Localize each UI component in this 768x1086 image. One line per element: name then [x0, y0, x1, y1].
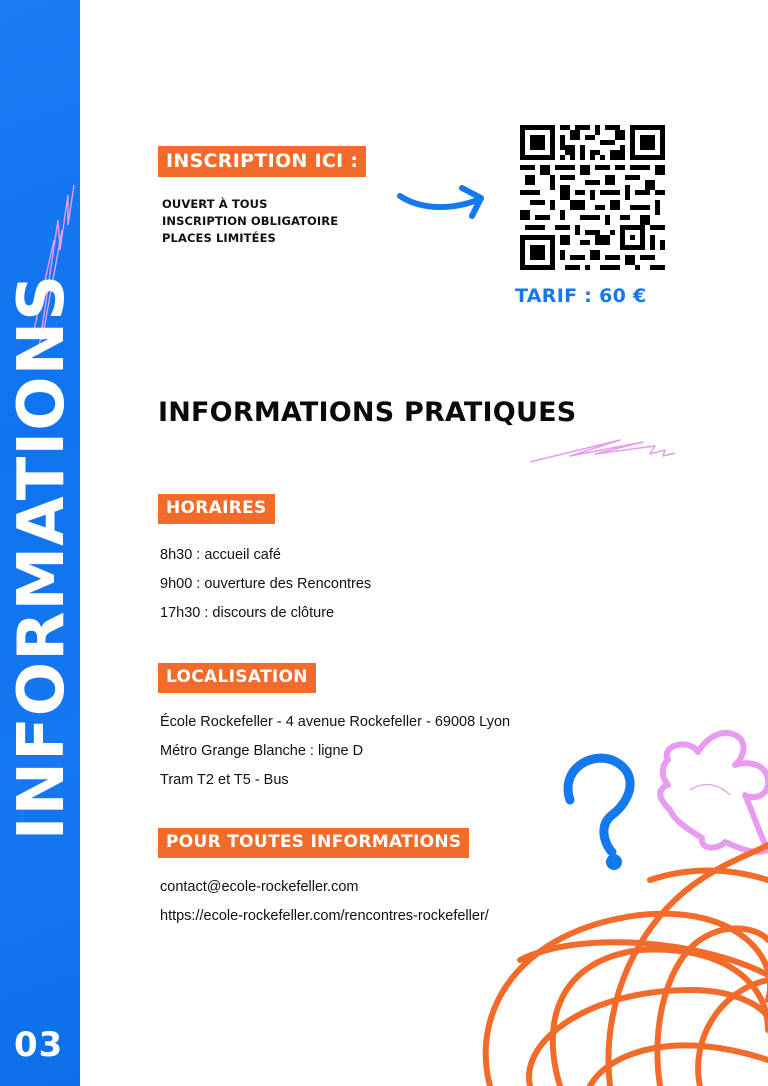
location-item: Métro Grange Blanche : ligne D — [160, 743, 364, 759]
registration-line: INSCRIPTION OBLIGATOIRE — [162, 214, 339, 228]
location-list — [160, 708, 510, 795]
sidebar-vertical-title: INFORMATIONS — [5, 273, 79, 841]
arrow-right-icon — [396, 182, 488, 222]
page-number: 03 — [14, 1025, 64, 1065]
schedule-item: 17h30 : discours de clôture — [160, 605, 335, 621]
contact-website-link[interactable]: https://ecole-rockefeller.com/rencontres-rockefeller/ — [160, 908, 489, 924]
schedule-item: 8h30 : accueil café — [160, 547, 281, 563]
location-label: LOCALISATION — [158, 663, 316, 693]
location-item: Tram T2 et T5 - Bus — [160, 772, 289, 788]
question-mark-icon — [568, 758, 630, 870]
registration-conditions — [162, 196, 338, 247]
contact-list — [160, 873, 489, 931]
schedule-item: 9h00 : ouverture des Rencontres — [160, 576, 372, 592]
puzzle-piece-icon — [660, 733, 768, 852]
price-label: TARIF : 60 € — [515, 285, 647, 307]
qr-code-icon[interactable] — [520, 125, 665, 270]
schedule-list — [160, 541, 371, 628]
page-title: INFORMATIONS PRATIQUES — [158, 397, 577, 428]
contact-email-link[interactable]: contact@ecole-rockefeller.com — [160, 879, 359, 895]
contact-label: POUR TOUTES INFORMATIONS — [158, 828, 469, 858]
schedule-label: HORAIRES — [158, 494, 275, 524]
sidebar — [0, 0, 80, 1086]
orange-scribble-icon — [486, 845, 768, 1086]
inscription-label: INSCRIPTION ICI : — [158, 146, 366, 177]
location-item: École Rockefeller - 4 avenue Rockefeller - 69008 Lyon — [160, 714, 511, 730]
pink-scribble-icon — [525, 432, 685, 466]
registration-line: PLACES LIMITÉES — [162, 231, 276, 245]
registration-line: OUVERT À TOUS — [162, 197, 268, 211]
